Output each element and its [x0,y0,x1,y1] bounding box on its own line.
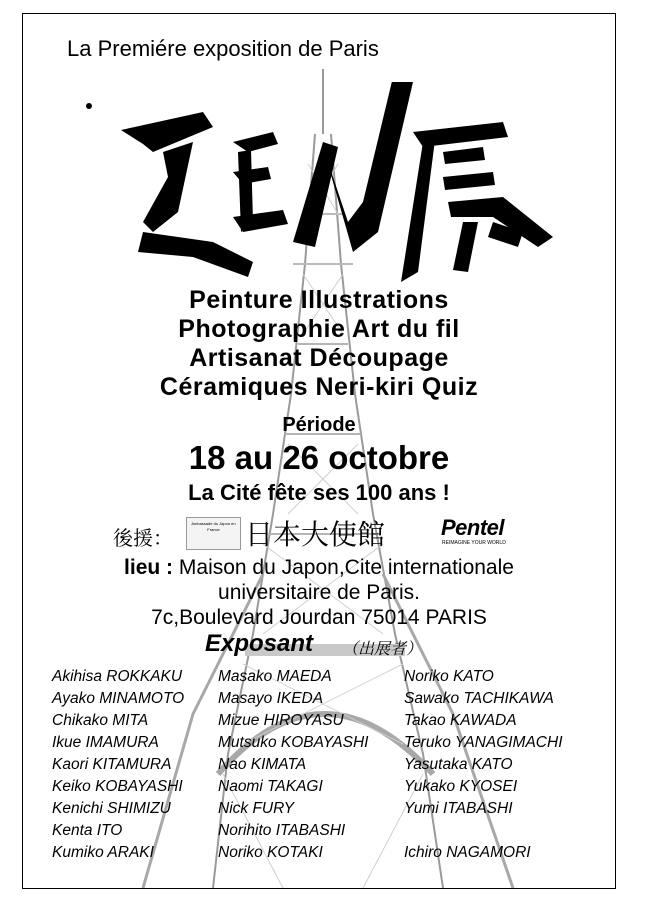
exhibitor-name: Kumiko ARAKI [52,844,154,861]
exhibitor-name [404,820,563,842]
exhibitor-name: Chikako MITA [52,712,149,729]
exhibitor-column-3 [404,666,563,864]
exhibitor-name: Norihito ITABASHI [218,822,346,839]
exhibitor-column-1 [52,666,184,864]
venue-address-1: Maison du Japon,Cite internationale [178,556,514,579]
exhibitor-name: Kenta ITO [52,822,123,839]
exhibitor-name: Nick FURY [218,800,295,817]
exhibitor-name: Sawako TACHIKAWA [404,690,554,707]
anniversary-note: La Cité fête ses 100 ans ! [188,480,450,505]
exhibitor-name: Nao KIMATA [218,756,307,773]
exposant-subtitle: （出展者） [342,639,423,658]
exhibitor-name: Ichiro NAGAMORI [404,844,531,861]
exhibitor-name: Akihisa ROKKAKU [52,668,183,685]
pentel-logo: Pentel [441,515,505,540]
category-line-3: Artisanat Découpage [189,344,449,372]
exhibitor-name: Ikue IMAMURA [52,734,159,751]
exhibitor-name: Ayako MINAMOTO [52,690,185,707]
exhibition-subtitle: La Premiére exposition de Paris [67,36,379,61]
venue-line-1 [23,556,615,580]
poster [22,13,616,889]
exhibitor-name: Yasutaka KATO [404,756,513,773]
periode-label: Période [282,414,356,436]
pentel-tagline: REIMAGINE YOUR WORLD [442,540,506,546]
exposant-title: Exposant [205,630,314,657]
exhibitor-name: Masayo IKEDA [218,690,324,707]
support-label: 後援： [113,526,173,550]
exhibitor-name: Naomi TAKAGI [218,778,323,795]
venue-line-2: universitaire de Paris. [218,581,420,604]
category-line-2: Photographie Art du fil [178,315,460,343]
exhibitor-column-2 [218,666,368,864]
exhibitor-name: Takao KAWADA [404,712,517,729]
exhibitor-name: Mizue HIROYASU [218,712,344,729]
zen-calligraphy-logo [83,82,553,292]
venue-label: lieu : [124,556,174,579]
category-line-1: Peinture Illustrations [189,286,449,314]
embassy-name: 日本大使館 [245,518,386,551]
category-line-4: Céramiques Neri-kiri Quiz [159,373,479,401]
exhibitor-name: Masako MAEDA [218,668,332,685]
exhibitor-name: Yukako KYOSEI [404,778,518,795]
embassy-logo-text: Ambassade du Japon en France [191,521,236,532]
exhibitor-name: Yumi ITABASHI [404,800,513,817]
exhibitor-name: Kenichi SHIMIZU [52,800,171,817]
exhibitor-name: Kaori KITAMURA [52,756,172,773]
exhibition-dates: 18 au 26 octobre [188,439,450,476]
exhibitor-name: Noriko KATO [404,668,494,685]
exhibitor-name: Keiko KOBAYASHI [52,778,183,795]
exhibitor-name: Noriko KOTAKI [218,844,323,861]
embassy-logo [186,517,241,550]
exhibitor-name: Mutsuko KOBAYASHI [218,734,369,751]
exhibitor-name: Teruko YANAGIMACHI [404,734,563,751]
venue-line-3: 7c,Boulevard Jourdan 75014 PARIS [151,606,487,629]
